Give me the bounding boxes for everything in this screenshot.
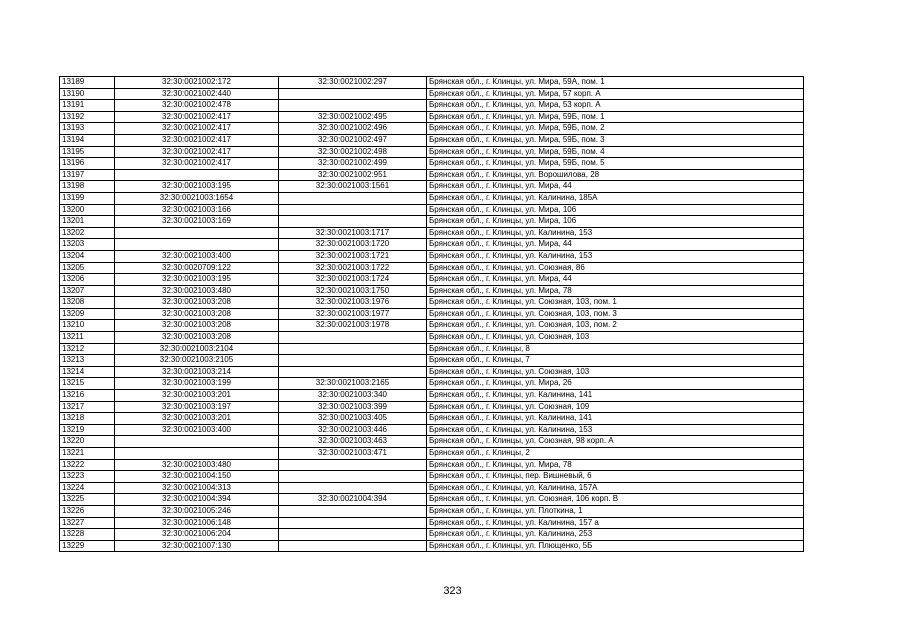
table-row [60,459,804,471]
address-cell: Брянская обл., г. Клинцы, ул. Мира, 44 [427,239,804,251]
land-plot-cadastral-number-cell: 32:30:0021003:195 [115,274,279,286]
table-row [60,529,804,541]
land-plot-cadastral-number-cell: 32:30:0021003:197 [115,401,279,413]
row-number-cell: 13216 [60,390,115,402]
land-plot-cadastral-number-cell: 32:30:0021004:313 [115,482,279,494]
table-row [60,436,804,448]
object-cadastral-number-cell [279,540,427,552]
address-cell: Брянская обл., г. Клинцы, 8 [427,343,804,355]
table-row [60,227,804,239]
object-cadastral-number-cell: 32:30:0021003:1978 [279,320,427,332]
address-cell: Брянская обл., г. Клинцы, ул. Мира, 57 корп. А [427,88,804,100]
table-row [60,239,804,251]
object-cadastral-number-cell [279,100,427,112]
address-cell: Брянская обл., г. Клинцы, ул. Мира, 106 [427,216,804,228]
object-cadastral-number-cell: 32:30:0021002:951 [279,169,427,181]
object-cadastral-number-cell [279,332,427,344]
object-cadastral-number-cell [279,355,427,367]
table-row [60,424,804,436]
row-number-cell: 13196 [60,158,115,170]
object-cadastral-number-cell: 32:30:0021002:297 [279,77,427,89]
address-cell: Брянская обл., г. Клинцы, ул. Союзная, 103, пом. 3 [427,308,804,320]
object-cadastral-number-cell: 32:30:0021003:1717 [279,227,427,239]
object-cadastral-number-cell: 32:30:0021003:1977 [279,308,427,320]
object-cadastral-number-cell: 32:30:0021002:495 [279,111,427,123]
address-cell: Брянская обл., г. Клинцы, ул. Калинина, 141 [427,390,804,402]
address-cell: Брянская обл., г. Клинцы, ул. Союзная, 103, пом. 1 [427,297,804,309]
table-row [60,378,804,390]
address-cell: Брянская обл., г. Клинцы, ул. Мира, 59Б, пом. 2 [427,123,804,135]
land-plot-cadastral-number-cell: 32:30:0021003:400 [115,424,279,436]
row-number-cell: 13197 [60,169,115,181]
land-plot-cadastral-number-cell: 32:30:0021002:417 [115,158,279,170]
land-plot-cadastral-number-cell: 32:30:0021002:440 [115,88,279,100]
table-row [60,274,804,286]
land-plot-cadastral-number-cell: 32:30:0021007:130 [115,540,279,552]
object-cadastral-number-cell: 32:30:0021002:496 [279,123,427,135]
land-plot-cadastral-number-cell: 32:30:0021002:417 [115,111,279,123]
object-cadastral-number-cell: 32:30:0021002:497 [279,134,427,146]
address-cell: Брянская обл., г. Клинцы, ул. Мира, 59Б, пом. 3 [427,134,804,146]
land-plot-cadastral-number-cell: 32:30:0021002:478 [115,100,279,112]
row-number-cell: 13204 [60,250,115,262]
object-cadastral-number-cell [279,517,427,529]
row-number-cell: 13206 [60,274,115,286]
table-row [60,77,804,89]
table-row [60,111,804,123]
table-row [60,250,804,262]
address-cell: Брянская обл., г. Клинцы, ул. Союзная, 109 [427,401,804,413]
land-plot-cadastral-number-cell: 32:30:0021002:417 [115,146,279,158]
table-row [60,262,804,274]
row-number-cell: 13191 [60,100,115,112]
land-plot-cadastral-number-cell: 32:30:0021002:172 [115,77,279,89]
address-cell: Брянская обл., г. Клинцы, ул. Мира, 106 [427,204,804,216]
object-cadastral-number-cell [279,88,427,100]
row-number-cell: 13212 [60,343,115,355]
row-number-cell: 13213 [60,355,115,367]
row-number-cell: 13205 [60,262,115,274]
table-row [60,355,804,367]
address-cell: Брянская обл., г. Клинцы, ул. Мира, 44 [427,181,804,193]
row-number-cell: 13224 [60,482,115,494]
object-cadastral-number-cell: 32:30:0021003:463 [279,436,427,448]
object-cadastral-number-cell [279,204,427,216]
land-plot-cadastral-number-cell: 32:30:0021006:148 [115,517,279,529]
address-cell: Брянская обл., г. Клинцы, ул. Плющенко, 5Б [427,540,804,552]
land-plot-cadastral-number-cell: 32:30:0021003:208 [115,332,279,344]
table-row [60,285,804,297]
object-cadastral-number-cell: 32:30:0021003:2165 [279,378,427,390]
address-cell: Брянская обл., г. Клинцы, ул. Мира, 59А, пом. 1 [427,77,804,89]
row-number-cell: 13203 [60,239,115,251]
land-plot-cadastral-number-cell: 32:30:0021003:480 [115,285,279,297]
row-number-cell: 13201 [60,216,115,228]
table-row [60,297,804,309]
row-number-cell: 13189 [60,77,115,89]
land-plot-cadastral-number-cell: 32:30:0021003:201 [115,390,279,402]
row-number-cell: 13209 [60,308,115,320]
row-number-cell: 13220 [60,436,115,448]
table-row [60,448,804,460]
land-plot-cadastral-number-cell: 32:30:0021003:201 [115,413,279,425]
table-row [60,471,804,483]
address-cell: Брянская обл., г. Клинцы, ул. Плоткина, 1 [427,505,804,517]
address-cell: Брянская обл., г. Клинцы, ул. Калинина, 141 [427,413,804,425]
table-row [60,88,804,100]
table-row [60,308,804,320]
table-row [60,505,804,517]
table-row [60,192,804,204]
address-cell: Брянская обл., г. Клинцы, ул. Мира, 59Б, пом. 4 [427,146,804,158]
land-plot-cadastral-number-cell: 32:30:0021004:150 [115,471,279,483]
address-cell: Брянская обл., г. Клинцы, ул. Мира, 78 [427,459,804,471]
address-cell: Брянская обл., г. Клинцы, ул. Союзная, 103 [427,366,804,378]
table-row [60,123,804,135]
address-cell: Брянская обл., г. Клинцы, ул. Калинина, 185А [427,192,804,204]
row-number-cell: 13227 [60,517,115,529]
address-cell: Брянская обл., г. Клинцы, ул. Ворошилова, 28 [427,169,804,181]
object-cadastral-number-cell: 32:30:0021004:394 [279,494,427,506]
address-cell: Брянская обл., г. Клинцы, ул. Союзная, 86 [427,262,804,274]
address-cell: Брянская обл., г. Клинцы, 7 [427,355,804,367]
address-cell: Брянская обл., г. Клинцы, ул. Мира, 59Б, пом. 5 [427,158,804,170]
land-plot-cadastral-number-cell [115,169,279,181]
object-cadastral-number-cell [279,471,427,483]
table-row [60,332,804,344]
row-number-cell: 13215 [60,378,115,390]
land-plot-cadastral-number-cell: 32:30:0021002:417 [115,123,279,135]
object-cadastral-number-cell: 32:30:0021003:1750 [279,285,427,297]
row-number-cell: 13214 [60,366,115,378]
land-plot-cadastral-number-cell: 32:30:0021003:208 [115,320,279,332]
row-number-cell: 13210 [60,320,115,332]
cadastral-registry-table [59,76,804,552]
row-number-cell: 13229 [60,540,115,552]
address-cell: Брянская обл., г. Клинцы, ул. Союзная, 103 [427,332,804,344]
land-plot-cadastral-number-cell: 32:30:0021003:169 [115,216,279,228]
object-cadastral-number-cell: 32:30:0021003:1722 [279,262,427,274]
table-row [60,169,804,181]
address-cell: Брянская обл., г. Клинцы, ул. Калинина, 153 [427,250,804,262]
land-plot-cadastral-number-cell: 32:30:0020709:122 [115,262,279,274]
row-number-cell: 13221 [60,448,115,460]
object-cadastral-number-cell [279,366,427,378]
table-row [60,413,804,425]
object-cadastral-number-cell [279,192,427,204]
land-plot-cadastral-number-cell: 32:30:0021003:195 [115,181,279,193]
row-number-cell: 13190 [60,88,115,100]
row-number-cell: 13199 [60,192,115,204]
address-cell: Брянская обл., г. Клинцы, ул. Калинина, 153 [427,227,804,239]
land-plot-cadastral-number-cell: 32:30:0021003:2104 [115,343,279,355]
row-number-cell: 13211 [60,332,115,344]
row-number-cell: 13228 [60,529,115,541]
address-cell: Брянская обл., г. Клинцы, ул. Мира, 44 [427,274,804,286]
object-cadastral-number-cell: 32:30:0021002:499 [279,158,427,170]
land-plot-cadastral-number-cell: 32:30:0021003:208 [115,308,279,320]
land-plot-cadastral-number-cell: 32:30:0021003:166 [115,204,279,216]
row-number-cell: 13219 [60,424,115,436]
row-number-cell: 13194 [60,134,115,146]
land-plot-cadastral-number-cell: 32:30:0021003:2105 [115,355,279,367]
table-row [60,343,804,355]
registry-table-body [60,77,804,552]
object-cadastral-number-cell: 32:30:0021003:446 [279,424,427,436]
row-number-cell: 13202 [60,227,115,239]
row-number-cell: 13198 [60,181,115,193]
object-cadastral-number-cell [279,343,427,355]
land-plot-cadastral-number-cell: 32:30:0021003:480 [115,459,279,471]
table-row [60,494,804,506]
table-row [60,366,804,378]
address-cell: Брянская обл., г. Клинцы, ул. Калинина, 157 а [427,517,804,529]
object-cadastral-number-cell: 32:30:0021003:1724 [279,274,427,286]
row-number-cell: 13192 [60,111,115,123]
land-plot-cadastral-number-cell: 32:30:0021003:1654 [115,192,279,204]
address-cell: Брянская обл., г. Клинцы, 2 [427,448,804,460]
object-cadastral-number-cell [279,529,427,541]
table-row [60,540,804,552]
address-cell: Брянская обл., г. Клинцы, ул. Мира, 78 [427,285,804,297]
table-row [60,134,804,146]
table-row [60,320,804,332]
table-row [60,204,804,216]
address-cell: Брянская обл., г. Клинцы, пер. Вишневый, 6 [427,471,804,483]
land-plot-cadastral-number-cell: 32:30:0021004:394 [115,494,279,506]
land-plot-cadastral-number-cell [115,448,279,460]
row-number-cell: 13200 [60,204,115,216]
row-number-cell: 13193 [60,123,115,135]
land-plot-cadastral-number-cell [115,227,279,239]
row-number-cell: 13218 [60,413,115,425]
object-cadastral-number-cell [279,216,427,228]
address-cell: Брянская обл., г. Клинцы, ул. Калинина, 157А [427,482,804,494]
row-number-cell: 13208 [60,297,115,309]
table-row [60,100,804,112]
address-cell: Брянская обл., г. Клинцы, ул. Мира, 26 [427,378,804,390]
table-row [60,401,804,413]
object-cadastral-number-cell: 32:30:0021003:340 [279,390,427,402]
land-plot-cadastral-number-cell: 32:30:0021003:208 [115,297,279,309]
row-number-cell: 13225 [60,494,115,506]
land-plot-cadastral-number-cell [115,436,279,448]
land-plot-cadastral-number-cell: 32:30:0021003:400 [115,250,279,262]
address-cell: Брянская обл., г. Клинцы, ул. Мира, 53 корп. А [427,100,804,112]
object-cadastral-number-cell: 32:30:0021003:1976 [279,297,427,309]
object-cadastral-number-cell [279,505,427,517]
land-plot-cadastral-number-cell: 32:30:0021006:204 [115,529,279,541]
table-row [60,158,804,170]
object-cadastral-number-cell: 32:30:0021003:405 [279,413,427,425]
row-number-cell: 13207 [60,285,115,297]
object-cadastral-number-cell: 32:30:0021003:1561 [279,181,427,193]
land-plot-cadastral-number-cell: 32:30:0021003:214 [115,366,279,378]
table-row [60,482,804,494]
object-cadastral-number-cell: 32:30:0021003:471 [279,448,427,460]
table-row [60,181,804,193]
land-plot-cadastral-number-cell: 32:30:0021003:199 [115,378,279,390]
table-row [60,216,804,228]
table-row [60,146,804,158]
address-cell: Брянская обл., г. Клинцы, ул. Союзная, 106 корп. В [427,494,804,506]
row-number-cell: 13217 [60,401,115,413]
object-cadastral-number-cell [279,482,427,494]
address-cell: Брянская обл., г. Клинцы, ул. Мира, 59Б, пом. 1 [427,111,804,123]
object-cadastral-number-cell: 32:30:0021003:1721 [279,250,427,262]
address-cell: Брянская обл., г. Клинцы, ул. Союзная, 98 корп. А [427,436,804,448]
object-cadastral-number-cell [279,459,427,471]
address-cell: Брянская обл., г. Клинцы, ул. Калинина, 153 [427,424,804,436]
address-cell: Брянская обл., г. Клинцы, ул. Калинина, 253 [427,529,804,541]
row-number-cell: 13226 [60,505,115,517]
table-row [60,517,804,529]
land-plot-cadastral-number-cell [115,239,279,251]
land-plot-cadastral-number-cell: 32:30:0021002:417 [115,134,279,146]
object-cadastral-number-cell: 32:30:0021002:498 [279,146,427,158]
object-cadastral-number-cell: 32:30:0021003:399 [279,401,427,413]
row-number-cell: 13223 [60,471,115,483]
row-number-cell: 13195 [60,146,115,158]
land-plot-cadastral-number-cell: 32:30:0021005:246 [115,505,279,517]
table-row [60,390,804,402]
page-number: 323 [443,585,462,597]
object-cadastral-number-cell: 32:30:0021003:1720 [279,239,427,251]
row-number-cell: 13222 [60,459,115,471]
address-cell: Брянская обл., г. Клинцы, ул. Союзная, 103, пом. 2 [427,320,804,332]
